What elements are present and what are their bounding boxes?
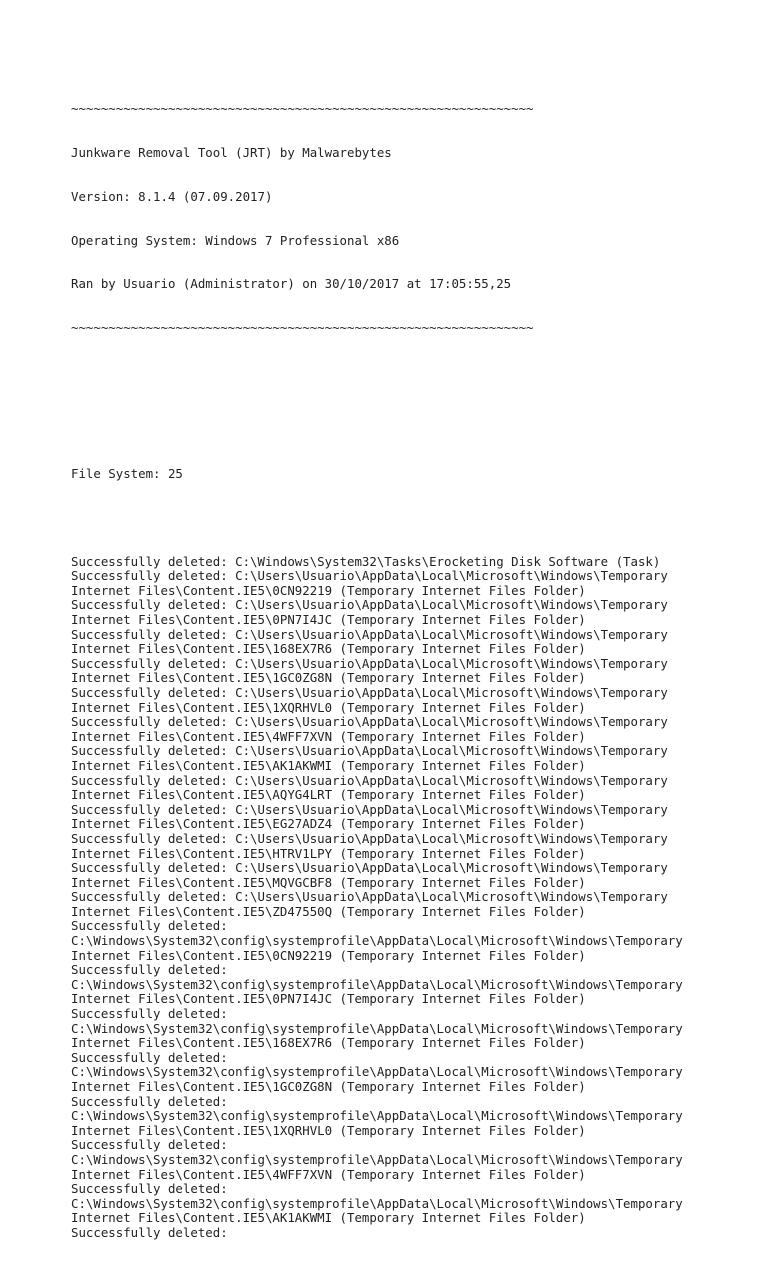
header-rule-bottom: ~~~~~~~~~~~~~~~~~~~~~~~~~~~~~~~~~~~~~~~~~~~~~~~~~~~~~~~~~~~~~~ [71, 320, 534, 336]
log-line: Internet Files\Content.IE5\0CN92219 (Temporary Internet Files Folder) [71, 582, 586, 598]
log-line: Internet Files\Content.IE5\AK1AKWMI (Temporary Internet Files Folder) [71, 757, 586, 773]
log-line: Internet Files\Content.IE5\0CN92219 (Temporary Internet Files Folder) [71, 947, 586, 963]
version-line: Version: 8.1.4 (07.09.2017) [71, 188, 273, 204]
log-line: Successfully deleted: [71, 962, 228, 978]
log-line: Internet Files\Content.IE5\AK1AKWMI (Temporary Internet Files Folder) [71, 1210, 586, 1226]
log-line: C:\Windows\System32\config\systemprofile\AppData\Local\Microsoft\Windows\Temporary [71, 976, 683, 992]
log-line: Successfully deleted: C:\Users\Usuario\AppData\Local\Microsoft\Windows\Temporary [71, 830, 668, 846]
log-line: Successfully deleted: C:\Users\Usuario\AppData\Local\Microsoft\Windows\Temporary [71, 889, 668, 905]
log-line: Internet Files\Content.IE5\0PN7I4JC (Temporary Internet Files Folder) [71, 612, 586, 627]
log-line: Successfully deleted: C:\Users\Usuario\AppData\Local\Microsoft\Windows\Temporary [71, 772, 668, 788]
log-line: Internet Files\Content.IE5\AQYG4LRT (Temporary Internet Files Folder) [71, 787, 586, 803]
log-line: Successfully deleted: C:\Windows\System32\Tasks\Erocketing Disk Software (Task) [71, 553, 661, 569]
log-line: Successfully deleted: C:\Users\Usuario\AppData\Local\Microsoft\Windows\Temporary [71, 743, 668, 759]
log-line: Successfully deleted: C:\Users\Usuario\AppData\Local\Microsoft\Windows\Temporary [71, 568, 668, 584]
log-line: Successfully deleted: [71, 918, 228, 934]
log-line: C:\Windows\System32\config\systemprofile\AppData\Local\Microsoft\Windows\Temporary [71, 1151, 683, 1167]
log-line: Internet Files\Content.IE5\0PN7I4JC (Temporary Internet Files Folder) [71, 991, 586, 1007]
log-line: C:\Windows\System32\config\systemprofile\AppData\Local\Microsoft\Windows\Temporary [71, 933, 683, 949]
log-line: Successfully deleted: [71, 1093, 228, 1109]
log-line: Successfully deleted: C:\Users\Usuario\AppData\Local\Microsoft\Windows\Temporary [71, 860, 668, 876]
log-line: Internet Files\Content.IE5\1GC0ZG8N (Temporary Internet Files Folder) [71, 1079, 586, 1094]
log-line: Internet Files\Content.IE5\MQVGCBF8 (Temporary Internet Files Folder) [71, 874, 586, 890]
log-line: Internet Files\Content.IE5\HTRV1LPY (Temporary Internet Files Folder) [71, 845, 586, 861]
log-line: Successfully deleted: C:\Users\Usuario\AppData\Local\Microsoft\Windows\Temporary [71, 626, 668, 642]
log-line: C:\Windows\System32\config\systemprofile\AppData\Local\Microsoft\Windows\Temporary [71, 1064, 683, 1080]
log-line: Successfully deleted: C:\Users\Usuario\AppData\Local\Microsoft\Windows\Temporary [71, 801, 668, 817]
log-line: Internet Files\Content.IE5\1GC0ZG8N (Temporary Internet Files Folder) [71, 670, 586, 686]
log-line: Successfully deleted: C:\Users\Usuario\AppData\Local\Microsoft\Windows\Temporary [71, 684, 668, 700]
log-line: Internet Files\Content.IE5\1XQRHVL0 (Temporary Internet Files Folder) [71, 1122, 586, 1138]
log-line: Successfully deleted: [71, 1006, 228, 1022]
log-line: Successfully deleted: [71, 1049, 228, 1065]
log-line: Internet Files\Content.IE5\4WFF7XVN (Temporary Internet Files Folder) [71, 728, 586, 744]
log-line: Internet Files\Content.IE5\EG27ADZ4 (Temporary Internet Files Folder) [71, 816, 586, 832]
log-line: Successfully deleted: [71, 1224, 228, 1240]
log-line: Successfully deleted: [71, 1137, 228, 1153]
log-line: Internet Files\Content.IE5\1XQRHVL0 (Temporary Internet Files Folder) [71, 699, 586, 715]
log-line: Internet Files\Content.IE5\4WFF7XVN (Temporary Internet Files Folder) [71, 1166, 586, 1182]
deleted-items-log [71, 555, 761, 1241]
log-line: Successfully deleted: C:\Users\Usuario\AppData\Local\Microsoft\Windows\Temporary [71, 655, 668, 671]
file-system-heading: File System: 25 [71, 466, 183, 482]
log-line: C:\Windows\System32\config\systemprofile\AppData\Local\Microsoft\Windows\Temporary [71, 1195, 683, 1211]
log-line: Internet Files\Content.IE5\168EX7R6 (Temporary Internet Files Folder) [71, 1035, 586, 1051]
report-title: Junkware Removal Tool (JRT) by Malwarebytes [71, 144, 392, 160]
log-line: C:\Windows\System32\config\systemprofile\AppData\Local\Microsoft\Windows\Temporary [71, 1020, 683, 1036]
ran-by-line: Ran by Usuario (Administrator) on 30/10/2017 at 17:05:55,25 [71, 276, 512, 292]
log-line: Successfully deleted: [71, 1181, 228, 1197]
log-line: C:\Windows\System32\config\systemprofile\AppData\Local\Microsoft\Windows\Temporary [71, 1108, 683, 1124]
header-rule-top: ~~~~~~~~~~~~~~~~~~~~~~~~~~~~~~~~~~~~~~~~~~~~~~~~~~~~~~~~~~~~~~ [71, 101, 534, 117]
log-line: Internet Files\Content.IE5\ZD47550Q (Temporary Internet Files Folder) [71, 903, 586, 919]
blank-spacer [71, 365, 761, 438]
log-line: Successfully deleted: C:\Users\Usuario\AppData\Local\Microsoft\Windows\Temporary [71, 597, 668, 613]
log-line: Internet Files\Content.IE5\168EX7R6 (Temporary Internet Files Folder) [71, 641, 586, 657]
blank-spacer [71, 511, 761, 526]
operating-system-line: Operating System: Windows 7 Professional x86 [71, 232, 400, 248]
log-line: Successfully deleted: C:\Users\Usuario\AppData\Local\Microsoft\Windows\Temporary [71, 714, 668, 730]
jrt-log-text [71, 73, 761, 1270]
